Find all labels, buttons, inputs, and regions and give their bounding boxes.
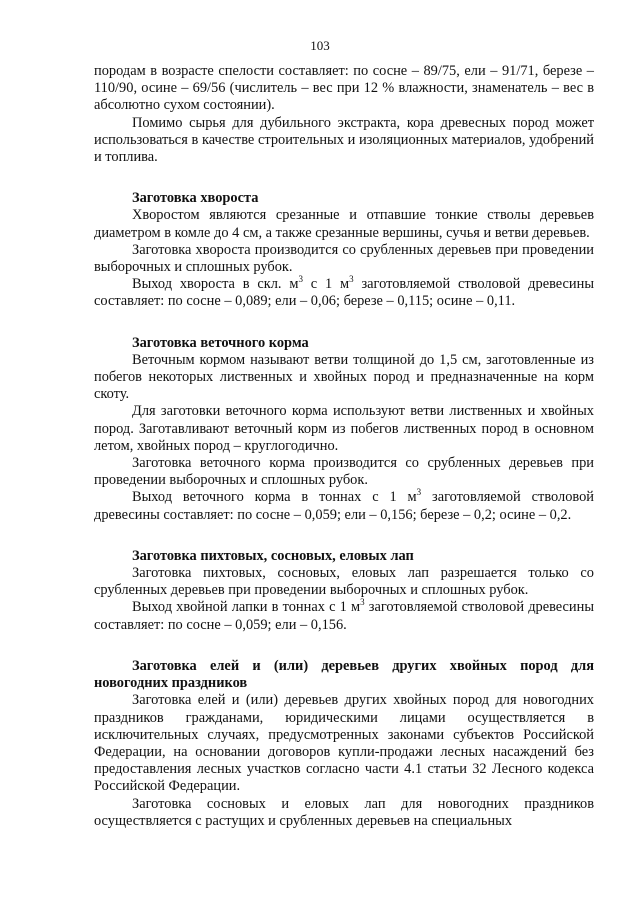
paragraph: Помимо сырья для дубильного экстракта, кора древесных пород может использоваться в качестве строительных и изоляционных материалов, удобрений и топлива. [94,114,594,166]
section-heading: Заготовка пихтовых, сосновых, еловых лап [132,547,414,564]
paragraph: Хворостом являются срезанные и отпавшие тонкие стволы деревьев диаметром в комле до 4 см, а также срезанные вершины, сучья и ветви деревьев. [94,207,594,241]
paragraph: породам в возрасте спелости составляет: по сосне – 89/75, ели – 91/71, березе – 110/90, осине – 69/56 (числитель – вес при 12 % влажности, знаменатель – вес в абсолютно сухом состоянии). [94,63,594,114]
section-heading: Заготовка елей и (или) деревьев других хвойных пород для новогодних праздников [94,657,594,692]
page-number: 103 [310,38,330,53]
paragraph: Заготовка елей и (или) деревьев других хвойных пород для новогодних праздников гражданами, юридическими лицами осуществляется в исключительных случаях, предусмотренных законами субъектов Российской Федерации, на основании договоров купли-продажи лесных насаждений без предоставления лесных участков согласно части 4.1 статьи 32 Лесного кодекса Российской Федерации. [94,692,594,795]
paragraph: Веточным кормом называют ветви толщиной до 1,5 см, заготовленные из побегов некоторых лиственных и хвойных пород и предназначенные на корм скоту. [94,351,594,403]
paragraph: Заготовка веточного корма производится со срубленных деревьев при проведении выборочных и сплошных рубок. [94,455,594,489]
paragraph: Заготовка хвороста производится со срубленных деревьев при проведении выборочных и сплошных рубок. [94,241,594,276]
paragraph: Для заготовки веточного корма используют ветви лиственных и хвойных пород. Заготавливают веточный корм из побегов лиственных пород в основном летом, хвойных пород – круглогодично. [94,403,594,454]
paragraph: Заготовка сосновых и еловых лап для новогодних праздников осуществляется с растущих и срубленных деревьев на специальных [94,795,594,829]
document-body [94,63,594,830]
section-heading: Заготовка хвороста [132,190,259,207]
paragraph: Выход хвороста в скл. $м^3$ с 1 $м^3$ заготовляемой стволовой древесины составляет: по сосне – 0,089; ели – 0,06; березе – 0,115; осине – 0,11. [94,274,595,310]
paragraph: Выход веточного корма в тоннах с 1 $м^3$ заготовляемой стволовой древесины составляет: по сосне – 0,059; ели – 0,156; березе – 0,2; осине – 0,2. [94,487,594,523]
paragraph: Заготовка пихтовых, сосновых, еловых лап разрешается только со срубленных деревьев при проведении выборочных и сплошных рубок. [94,565,594,599]
section-heading: Заготовка веточного корма [132,334,309,351]
paragraph: Выход хвойной лапки в тоннах с 1 $м^3$ заготовляемой стволовой древесины составляет: по сосне – 0,059; ели – 0,156. [94,597,595,633]
